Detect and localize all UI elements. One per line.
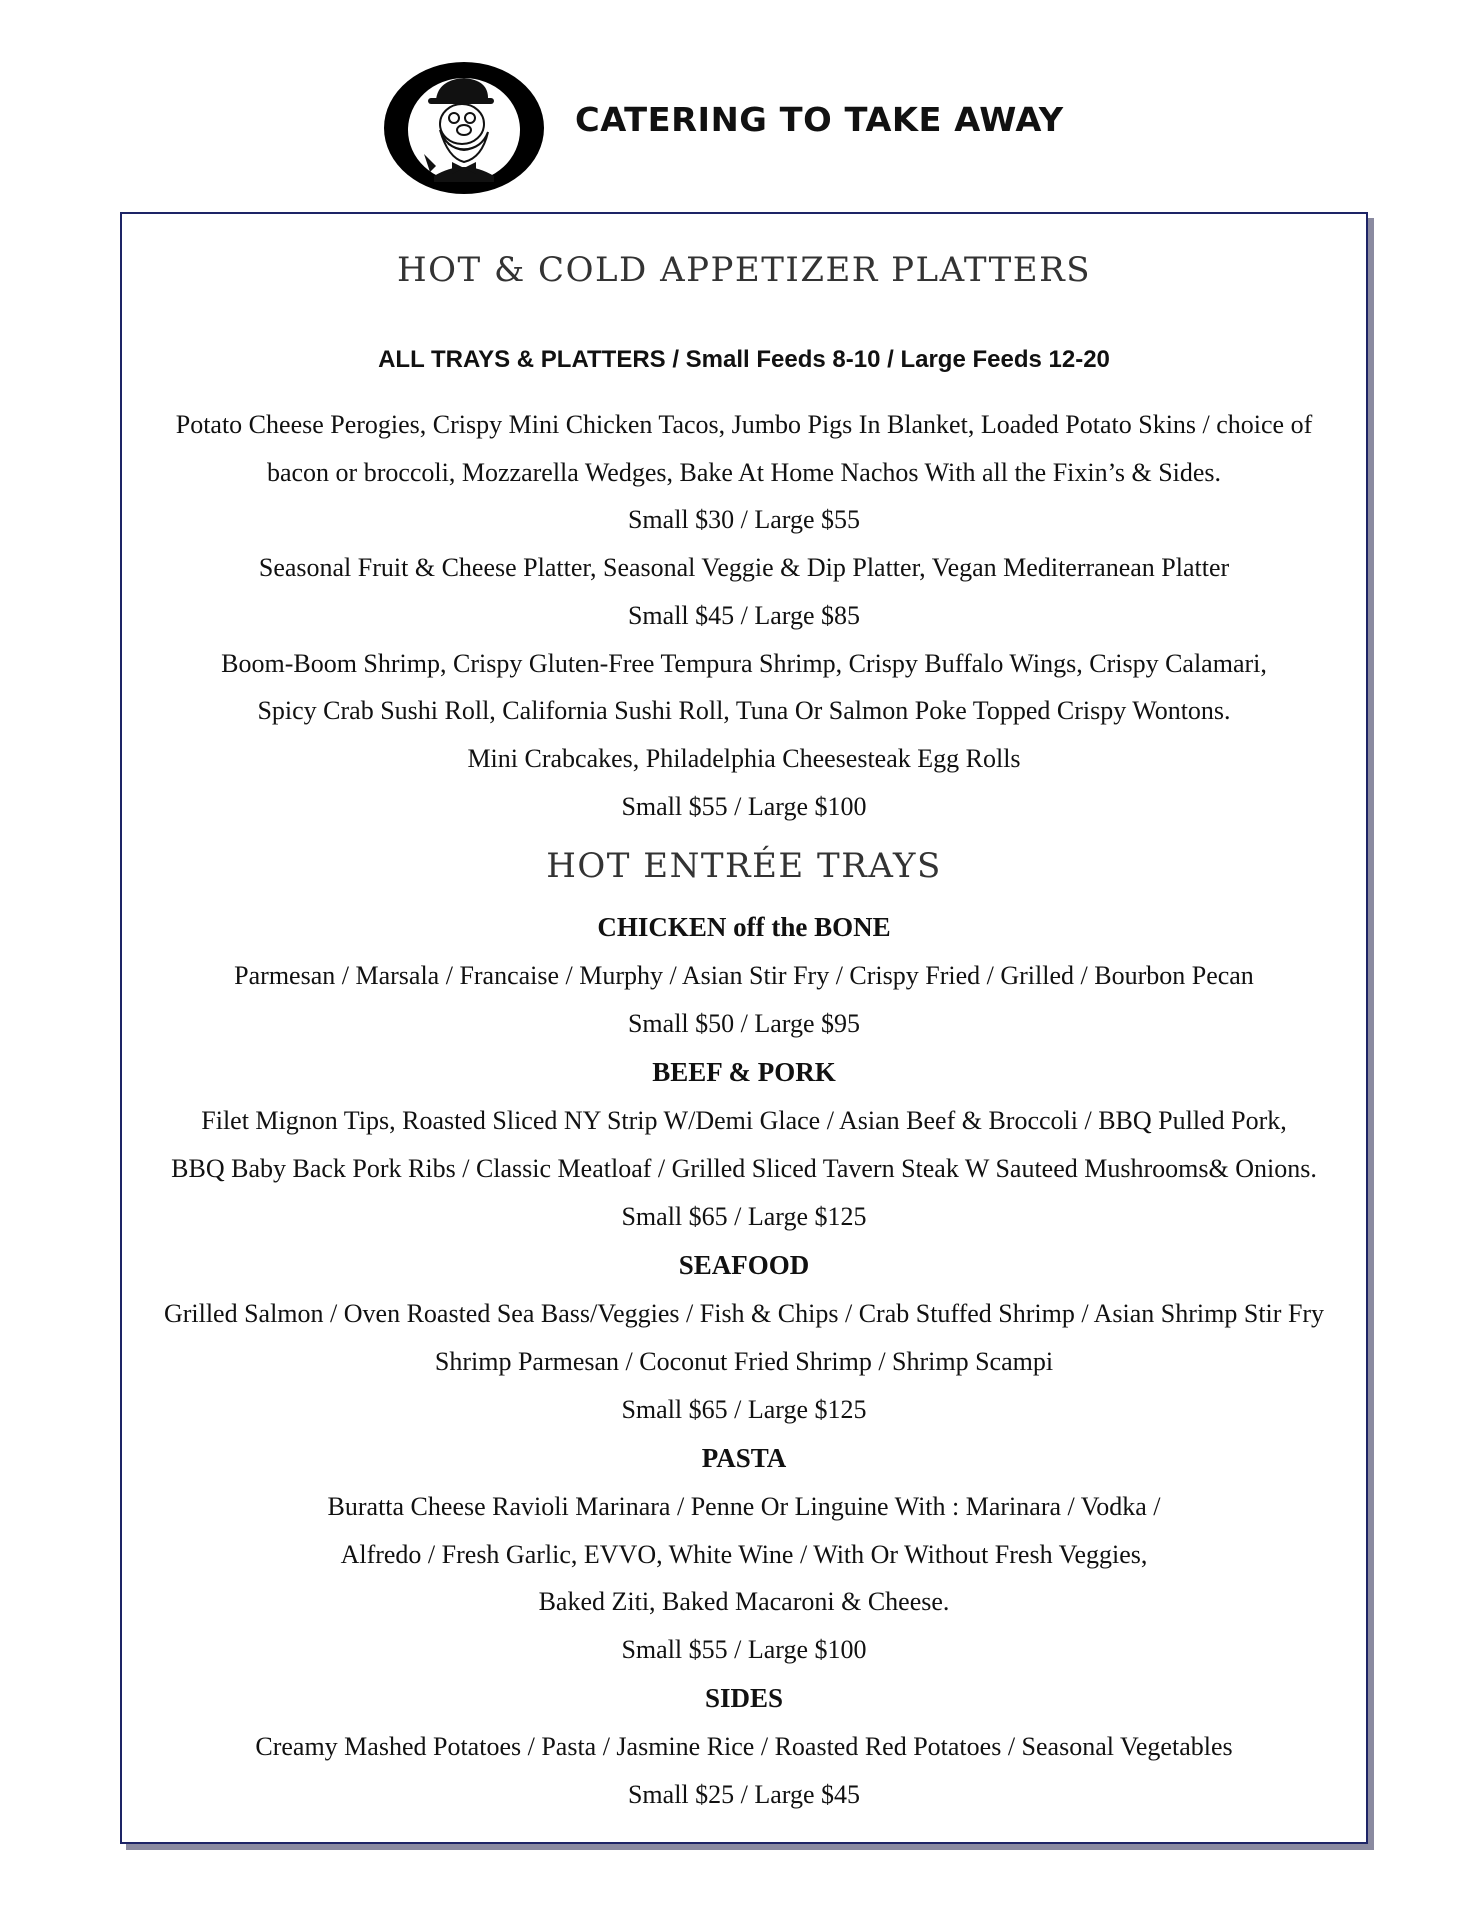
menu-line: Creamy Mashed Potatoes / Pasta / Jasmine Rice / Roasted Red Potatoes / Seasonal Vegetables (255, 1732, 1233, 1761)
price-line: Small $50 / Large $95 (627, 1009, 861, 1038)
menu-line: Baked Ziti, Baked Macaroni & Cheese. (538, 1587, 950, 1616)
entrees-title: HOT ENTRÉE TRAYS (546, 846, 942, 886)
menu-line: bacon or broccoli, Mozzarella Wedges, Bake At Home Nachos With all the Fixin’s & Sides. (266, 458, 1222, 487)
appetizers-title: HOT & COLD APPETIZER PLATTERS (396, 250, 1092, 290)
menu-line: Spicy Crab Sushi Roll, California Sushi Roll, Tuna Or Salmon Poke Topped Crispy Wontons. (257, 696, 1231, 725)
price-line: Small $45 / Large $85 (627, 601, 861, 630)
menu-line: Mini Crabcakes, Philadelphia Cheesesteak Egg Rolls (467, 744, 1021, 773)
menu-line: BBQ Baby Back Pork Ribs / Classic Meatloaf / Grilled Sliced Tavern Steak W Sauteed Mushrooms& Onions. (171, 1154, 1317, 1183)
price-line: Small $55 / Large $100 (621, 1635, 867, 1664)
header-title: CATERING TO TAKE AWAY (575, 100, 1064, 139)
menu-line: Boom-Boom Shrimp, Crispy Gluten-Free Tempura Shrimp, Crispy Buffalo Wings, Crispy Calamari, (221, 649, 1267, 678)
sides-heading: SIDES (704, 1683, 784, 1713)
price-line: Small $30 / Large $55 (627, 505, 861, 534)
price-line: Small $65 / Large $125 (621, 1395, 867, 1424)
menu-line: Shrimp Parmesan / Coconut Fried Shrimp / Shrimp Scampi (434, 1347, 1054, 1376)
beef-heading: BEEF & PORK (652, 1057, 836, 1087)
feeds-subtitle: ALL TRAYS & PLATTERS / Small Feeds 8-10 / Large Feeds 12-20 (378, 346, 1110, 373)
menu-line: Buratta Cheese Ravioli Marinara / Penne Or Linguine With : Marinara / Vodka / (327, 1492, 1161, 1521)
price-line: Small $65 / Large $125 (621, 1202, 867, 1231)
header (0, 0, 1484, 205)
menu-box (120, 212, 1368, 1844)
pasta-heading: PASTA (701, 1443, 787, 1473)
cartoon-man-logo-icon (378, 58, 550, 198)
price-line: Small $55 / Large $100 (621, 792, 867, 821)
price-line: Small $25 / Large $45 (627, 1780, 861, 1809)
seafood-heading: SEAFOOD (678, 1250, 810, 1280)
menu-line: Seasonal Fruit & Cheese Platter, Seasonal Veggie & Dip Platter, Vegan Mediterranean Platter (258, 553, 1230, 582)
menu-line: Filet Mignon Tips, Roasted Sliced NY Strip W/Demi Glace / Asian Beef & Broccoli / BBQ Pulled Pork, (201, 1106, 1287, 1135)
menu-line: Alfredo / Fresh Garlic, EVVO, White Wine / With Or Without Fresh Veggies, (340, 1540, 1148, 1569)
chicken-heading: CHICKEN off the BONE (597, 912, 891, 942)
menu-line: Potato Cheese Perogies, Crispy Mini Chicken Tacos, Jumbo Pigs In Blanket, Loaded Potato Skins / choice of (175, 410, 1313, 439)
menu-line: Parmesan / Marsala / Francaise / Murphy / Asian Stir Fry / Crispy Fried / Grilled / Bourbon Pecan (234, 961, 1254, 990)
menu-line: Grilled Salmon / Oven Roasted Sea Bass/Veggies / Fish & Chips / Crab Stuffed Shrimp / Asian Shrimp Stir Fry (163, 1299, 1325, 1328)
